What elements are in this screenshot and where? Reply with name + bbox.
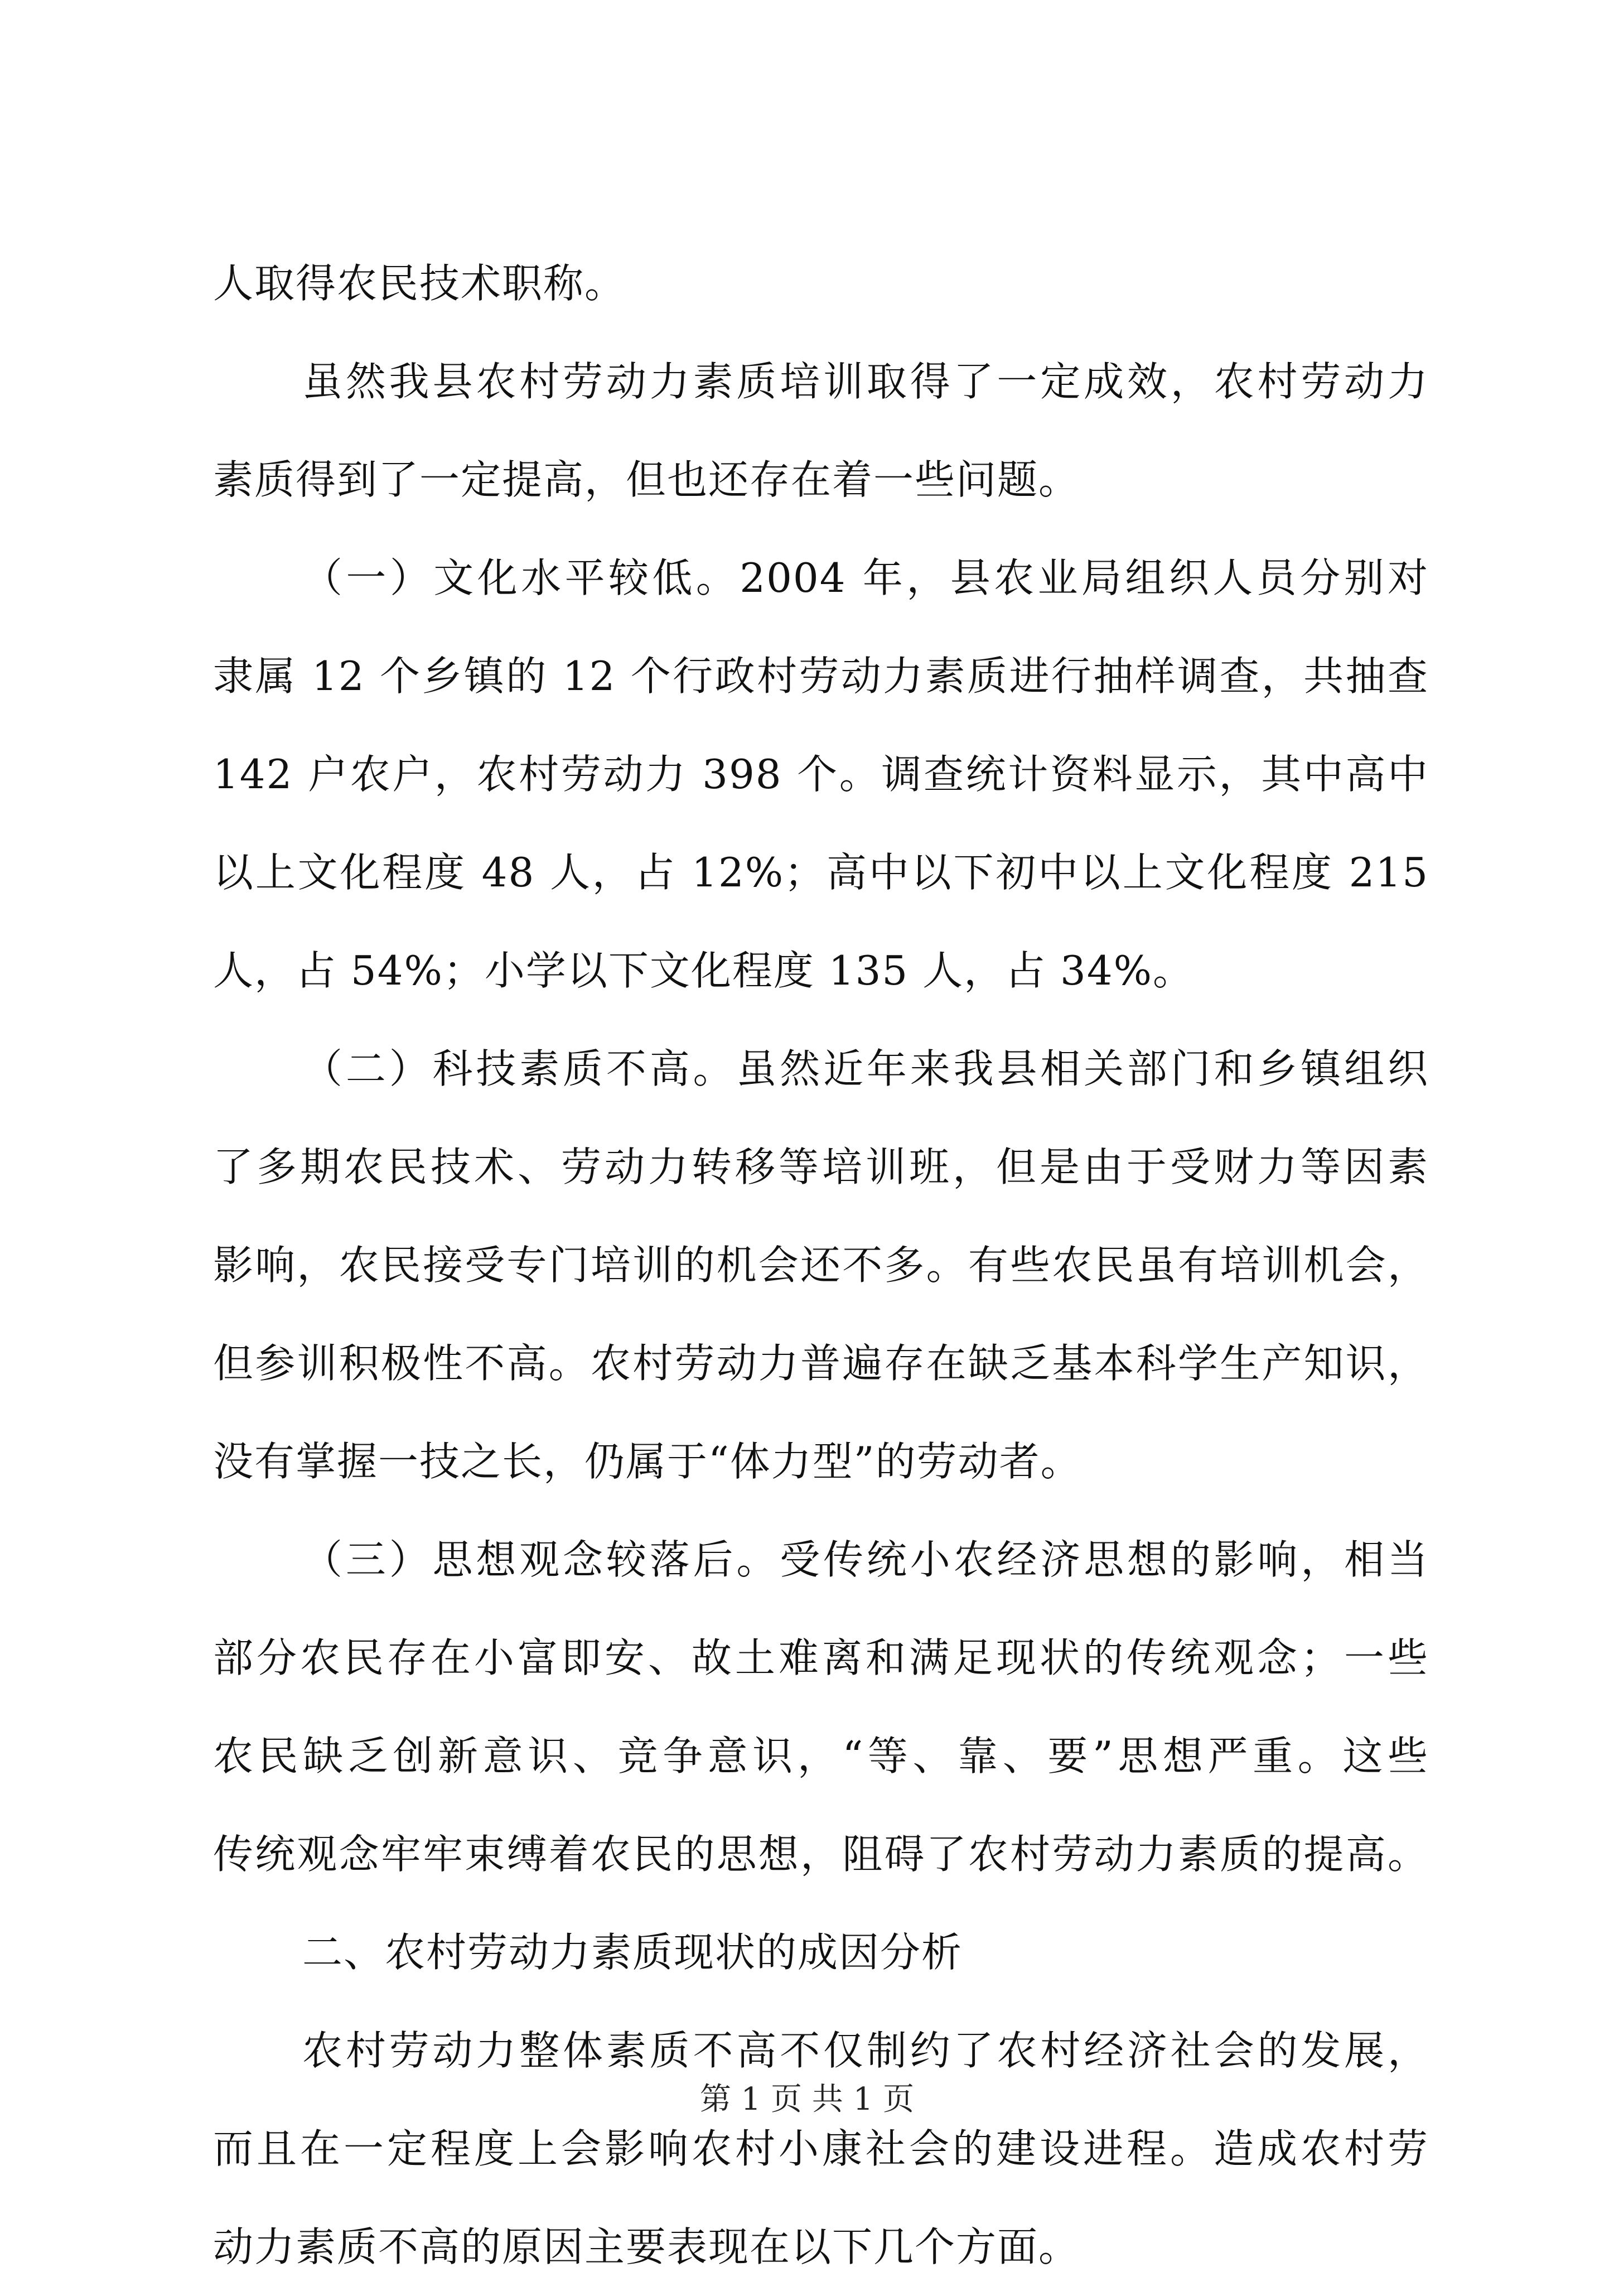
text-line: 素质得到了一定提高，但也还存在着一些问题。 <box>213 456 1080 503</box>
section-heading: 二、农村劳动力素质现状的成因分析 <box>302 1929 963 1976</box>
text-line: 了多期农民技术、劳动力转移等培训班，但是由于受财力等因素 <box>213 1144 1429 1190</box>
text-line: 部分农民存在小富即安、故土难离和满足现状的传统观念；一些 <box>213 1634 1429 1681</box>
text-line: 农村劳动力整体素质不高不仅制约了农村经济社会的发展， <box>302 2027 1429 2074</box>
text-line: 影响，农民接受专门培训的机会还不多。有些农民虽有培训机会， <box>213 1242 1429 1289</box>
text-line: 农民缺乏创新意识、竞争意识，“等、靠、要”思想严重。这些 <box>213 1733 1429 1779</box>
text-line: （三）思想观念较落后。受传统小农经济思想的影响，相当 <box>302 1536 1429 1583</box>
text-line: 142 户农户，农村劳动力 398 个。调查统计资料显示，其中高中 <box>213 751 1429 798</box>
text-line: （一）文化水平较低。2004 年，县农业局组织人员分别对 <box>302 554 1429 601</box>
text-line: 没有掌握一技之长，仍属于“体力型”的劳动者。 <box>213 1438 1082 1485</box>
text-line: 人，占 54%；小学以下文化程度 135 人，占 34%。 <box>213 947 1195 994</box>
page-number-footer: 第 1 页 共 1 页 <box>699 2081 915 2117</box>
text-line: 但参训积极性不高。农村劳动力普遍存在缺乏基本科学生产知识， <box>213 1340 1429 1387</box>
text-line: 虽然我县农村劳动力素质培训取得了一定成效，农村劳动力 <box>302 358 1429 405</box>
text-line: 传统观念牢牢束缚着农民的思想，阻碍了农村劳动力素质的提高。 <box>213 1831 1429 1878</box>
text-line: 以上文化程度 48 人，占 12%；高中以下初中以上文化程度 215 <box>213 849 1429 896</box>
text-line: （二）科技素质不高。虽然近年来我县相关部门和乡镇组织 <box>302 1045 1429 1092</box>
body-text <box>213 234 1429 2296</box>
text-line: 人取得农民技术职称。 <box>213 260 626 307</box>
text-line: 动力素质不高的原因主要表现在以下几个方面。 <box>213 2223 1080 2270</box>
text-line: 隶属 12 个乡镇的 12 个行政村劳动力素质进行抽样调查，共抽查 <box>213 653 1429 700</box>
text-line: 而且在一定程度上会影响农村小康社会的建设进程。造成农村劳 <box>213 2125 1429 2172</box>
